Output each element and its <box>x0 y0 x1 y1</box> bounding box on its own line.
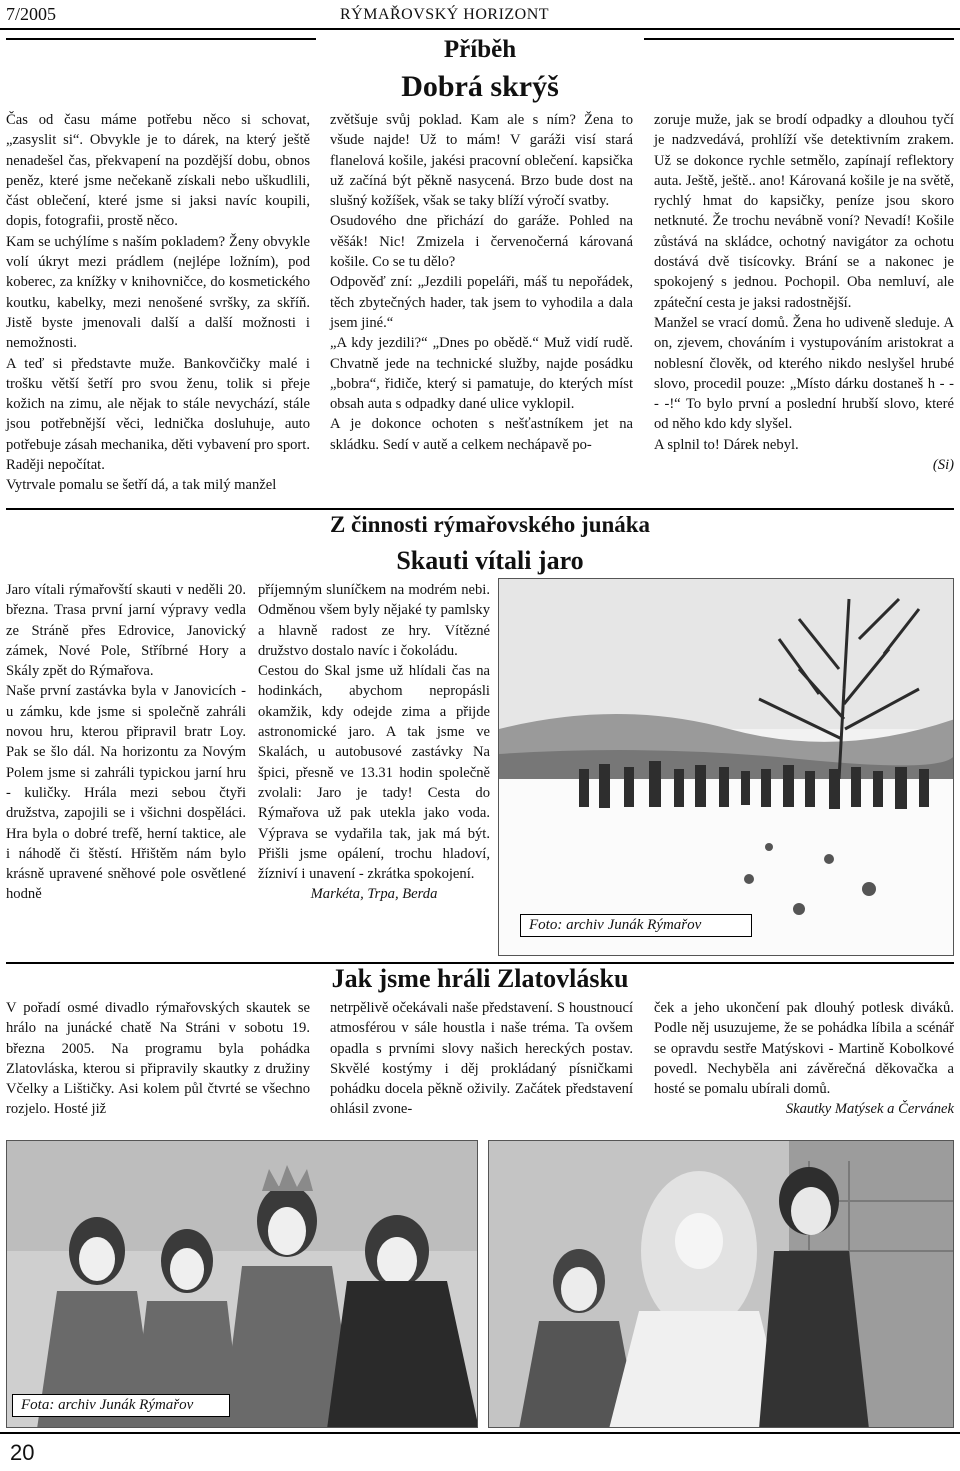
paragraph: Cestou do Skal jsme už hlídali čas na hodinkách, abychom nepropásli okamžik, kdy odejde zima a přijde astronomické jaro. A tak jsme ve Skalách, u autobusové zastávky Na špici, přesně ve 13.31 hodin společně zvolali: Jaro je tady! Cesta do Rýmařova už pak utekla jako voda. Výprava se vydařila tak, jak má být. Přišli jsme opálení, trochu hladoví, žízniví i unavení - zkrátka spokojení. <box>258 663 490 883</box>
paragraph: zoruje muže, jak se brodí odpadky a dlouhou tyčí je nadzvedává, prohlíží vše detektivním zrakem. Už se dokonce rychle setmělo, zapínají reflektory auta. Ještě, ještě.. ano! Károvaná košile je na světě, rychlý hmat do kapsičky, peníze jsou skoro netknuté. Že trochu nevábně voní? Nevadí! Košile zůstává na skládce, ochotný navigátor za ochotu dostává dvě tisícovky. Brání se a nakonec je spokojený s jednou. Pochopil. Oba nemluví, ale zpáteční cesta je jaksi radostnější. <box>654 112 954 311</box>
page-header <box>0 0 960 30</box>
story1-column-2 <box>330 110 633 455</box>
story3-title: Jak jsme hráli Zlatovlásku <box>331 964 629 993</box>
paragraph: A teď si představte muže. Bankovčičky malé i trošku větší šetří pro svou ženu, tolik si přeje kožich na zimu, ale nějak to stále nevychází, stále jsou potřebnější věci, lednička dosluhuje, auto potřebuje zásah mechanika, děti vybavení pro sport. Raději nepočítat. <box>6 355 310 474</box>
paragraph: Vytrvale pomalu se šetří dá, a tak milý manžel <box>6 477 277 494</box>
story2-column-1 <box>6 580 246 905</box>
paragraph: Odpověď zní: „Jezdili popeláři, máš tu nepořádek, těch zbytečných hader, tak jsem to vyhodila a dala jsem jiné.“ <box>330 274 633 331</box>
paragraph: V pořadí osmé divadlo rýmařovských skautek se hrálo na junácké chatě Na Stráni v sobotu 19. března 2005. Na programu byla pohádka Zlatovláska, kterou si připravily skautky z družiny Včelky a Lištičky. Asi kolem půl čtvrté se všechno rozjelo. Hosté již <box>6 1000 310 1118</box>
footer-rule <box>0 1432 960 1434</box>
story1-title: Dobrá skrýš <box>401 70 559 103</box>
paragraph: A splnil to! Dárek nebyl. <box>654 436 799 453</box>
paragraph: netrpělivě očekávali naše představení. S houstnoucí atmosférou v sále houstla i naše tréma. Ta ovšem opadla s prvními slovy našich hereckých postav. Skvělé kostýmy i děj prokládaný písničkami pohádku docela pěkně oživily. Začátek představení ohlásil zvone- <box>330 1000 633 1118</box>
story1-column-1 <box>6 110 310 496</box>
paragraph: příjemným sluníčkem na modrém nebi. Odměnou všem byly nějaké ty pamlsky a hlavně radost ze hry. Vítězné družstvo dostalo navíc i čokoládu. <box>258 582 490 659</box>
rule-right <box>644 38 954 40</box>
paragraph: „A kdy jezdili?“ „Dnes po obědě.“ Muž vidí rudě. Chvatně jede na technické služby, najde posádku „bobra“, řidiče, který si pamatuje, do kterých míst obsah auta s odpadky dané ulice vyklopil. <box>330 335 633 413</box>
newspaper-title: RÝMAŘOVSKÝ HORIZONT <box>340 6 550 23</box>
paragraph: Kam se uchýlíme s naším pokladem? Ženy obvykle volí úkryt mezi prádlem (nejlépe ložním), pod koberec, za knížky v knihovničce, do kosmetického koutku, kabelky, mezi nenošené svršky, za skříň. Jistě byste jmenovali další a další možnosti i nemožnosti. <box>6 233 310 352</box>
story2-signature: Markéta, Trpa, Berda <box>310 886 438 903</box>
story3-column-2 <box>330 998 633 1120</box>
paragraph: Jaro vítali rýmařovští skauti v neděli 20. března. Trasa první jarní výpravy vedla ze Stráně přes Edrovice, Janovický zámek, Nové Pole, Stříbrné Hory a Skály zpět do Rýmařova. <box>6 582 246 680</box>
story1-column-3 <box>654 110 954 475</box>
story2-photo-caption: Foto: archiv Junák Rýmařov <box>520 914 752 937</box>
paragraph: zvětšuje svůj poklad. Kam ale s ním? Žena to všude najde! Už to mám! V garáži visí stará flanelová košile, jakési pracovní oblečení. kapsička už začíná být pěkně nasycená. Brzo bude dost na slušný kožíšek, však se taky blíží výročí svatby. <box>330 112 633 210</box>
story3-column-3 <box>654 998 954 1120</box>
theatre-photo-left <box>6 1140 478 1428</box>
rule-left <box>6 38 316 40</box>
story1-signature: (Si) <box>932 457 954 474</box>
page-number: 20 <box>10 1440 35 1465</box>
issue-number: 7/2005 <box>6 4 57 24</box>
paragraph: ček a jeho ukončení pak dlouhý potlesk diváků. Podle něj usuzujeme, že se pohádka líbila a scénář se opravdu sestře Matýskovi - Martině Kobolkové povedl. Nechyběla ani závěrečná děkovačka a hosté se pomalu ubírali domů. <box>654 1000 954 1098</box>
story3-column-1 <box>6 998 310 1120</box>
paragraph: Manžel se vrací domů. Žena ho udiveně sleduje. A on, zjevem, chováním i vystupováním aristokrat a noblesní člověk, od kterého nikdo neslyšel hrubé slovo, procedil pouze: „Místo dárku dostaneš h - - - -!“ To bylo první a poslední hrubší slovo, které od něho kdo kdy slyšel. <box>654 314 954 433</box>
story2-top-rule <box>6 508 954 510</box>
story1-kicker: Příběh <box>443 36 517 63</box>
story3-signature: Skautky Matýsek a Červánek <box>785 1101 954 1118</box>
paragraph: A je dokonce ochoten s nešťastníkem jet na skládku. Sedí v autě a celkem nechápavě po- <box>330 416 633 453</box>
story2-column-2 <box>258 580 490 905</box>
story2-kicker: Z činnosti rýmařovského junáka <box>329 512 651 537</box>
paragraph: Naše první zastávka byla v Janovicích - u zámku, kde jsme si společně zahráli novou hru, kterou připravil bratr Loy. Pak se šlo dál. Na horizontu za Novým Polem jsme si zahráli typickou jarní hru - kuličky. Hrála mezi sebou čtyři družstva, zapojili se i všichni dospěláci. Hra byla o dobré trefě, herní taktice, ale i náhodě či štěstí. Hřištěm nám bylo krásně upravené sněhové pole osvětlené hodně <box>6 683 246 903</box>
scouts-snow-photo <box>498 578 954 956</box>
story3-photo-caption: Fota: archiv Junák Rýmařov <box>12 1394 230 1417</box>
story2-title: Skauti vítali jaro <box>396 546 584 575</box>
paragraph: Osudového dne přichází do garáže. Pohled na věšák! Nic! Zmizela i červenočerná károvaná košile. Co se tu dělo? <box>330 213 633 271</box>
theatre-photo-right <box>488 1140 954 1428</box>
paragraph: Čas od času máme potřebu něco si schovat, „zasyslit si“. Obvykle je to dárek, na který ještě nenadešel čas, překvapení na pozdější dobu, obnos peněz, které jsme nečekaně získali nebo uškudlili, část oblečení, které jsme si jaksi navíc koupili, dopis, fotografii, prostě něco. <box>6 112 310 230</box>
